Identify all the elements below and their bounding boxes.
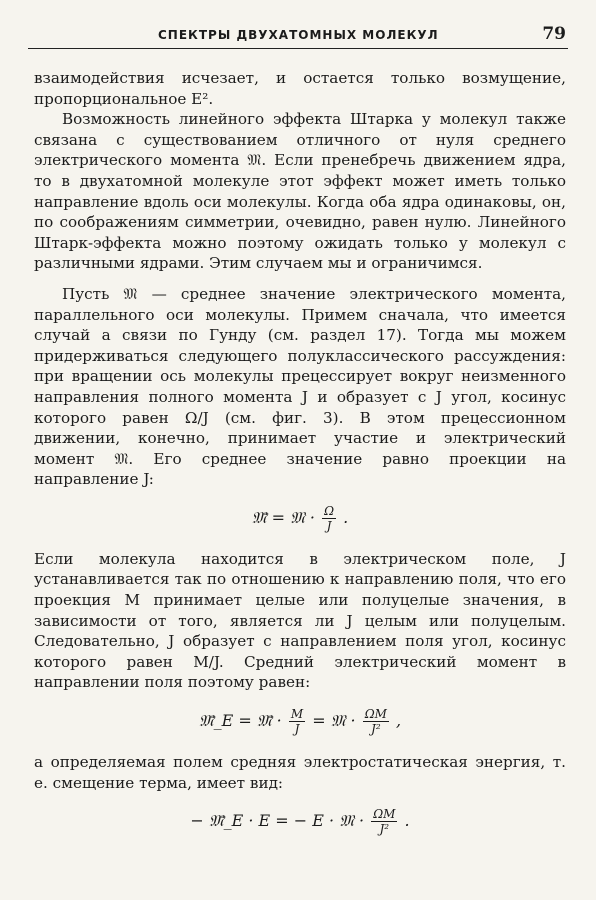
paragraph-3: Пусть 𝔐 — среднее значение электрического момента, параллельного оси молекулы. Примем сначала, что имеется случай a связи по Гунду (см. раздел 17). Тогда мы можем придерживаться следующего полуклассического рассуждения: при вращении ось молекулы прецессирует вокруг неизменного направления полного момента J и образует с J угол, косинус которого равен Ω/J (см. фиг. 3). В этом прецессионном движении, конечно, принимает участие и электрический момент 𝔐. Его среднее значение равно проекции на направление J: [34, 284, 566, 489]
page-header [28, 22, 568, 49]
paragraph-4: Если молекула находится в электрическом поле, J устанавливается так по отношению к направлению поля, что его проекция M принимает целые или полуцелые значения, в зависимости от того, является ли J целым или полуцелым. Следовательно, J образует с направлением поля угол, косинус которого равен M/J. Средний электрический момент в направлении поля поэтому равен: [34, 549, 566, 692]
formula-1-lhs: 𝔐̄ = 𝔐 · [251, 507, 315, 527]
formula-2-denominator-1: J [294, 722, 300, 737]
formula-2-denominator-2: J² [371, 722, 381, 737]
formula-mean-moment [34, 504, 566, 533]
formula-2-lhs: 𝔐̄_E = 𝔐̄ · [198, 711, 282, 731]
formula-2-end: , [396, 711, 402, 731]
formula-2-fraction-2 [363, 707, 389, 736]
formula-1-numerator: Ω [324, 503, 335, 518]
formula-1-fraction [322, 504, 336, 533]
formula-2-fraction-1 [289, 707, 305, 736]
formula-energy-shift [34, 807, 566, 836]
paragraph-2: Возможность линейного эффекта Штарка у молекул также связана с существованием отличного от нуля среднего электрического момента 𝔐. Если пренебречь движением ядра, то в двухатомной молекуле этот эффект может иметь только направление вдоль оси молекулы. Когда оба ядра одинаковы, он, по соображениям симметрии, очевидно, равен нулю. Линейного Штарк-эффекта можно поэтому ожидать только у молекул с различными ядрами. Этим случаем мы и ограничимся. [34, 110, 566, 273]
formula-2-numerator-2: ΩM [364, 707, 387, 722]
page-body [34, 68, 566, 852]
running-title: СПЕКТРЫ ДВУХАТОМНЫХ МОЛЕКУЛ [158, 28, 439, 42]
formula-1-denominator: J [326, 518, 332, 533]
paragraph-1: взаимодействия исчезает, и остается только возмущение, пропорциональное E². [34, 69, 566, 108]
formula-1-end: . [343, 507, 349, 527]
formula-3-end: . [404, 811, 410, 831]
formula-3-lhs: − 𝔐̄_E · E = − E · 𝔐 · [190, 811, 365, 831]
page-number: 79 [542, 24, 566, 44]
formula-2-mid: = 𝔐 · [312, 711, 356, 731]
paragraph-5: а определяемая полем средняя электростатическая энергия, т. е. смещение терма, имеет вид: [34, 753, 566, 792]
formula-3-denominator: J² [379, 822, 390, 837]
formula-3-fraction [371, 807, 397, 836]
formula-field-moment [34, 707, 566, 736]
formula-3-numerator: ΩM [373, 807, 396, 822]
formula-2-numerator-1: M [290, 707, 304, 722]
